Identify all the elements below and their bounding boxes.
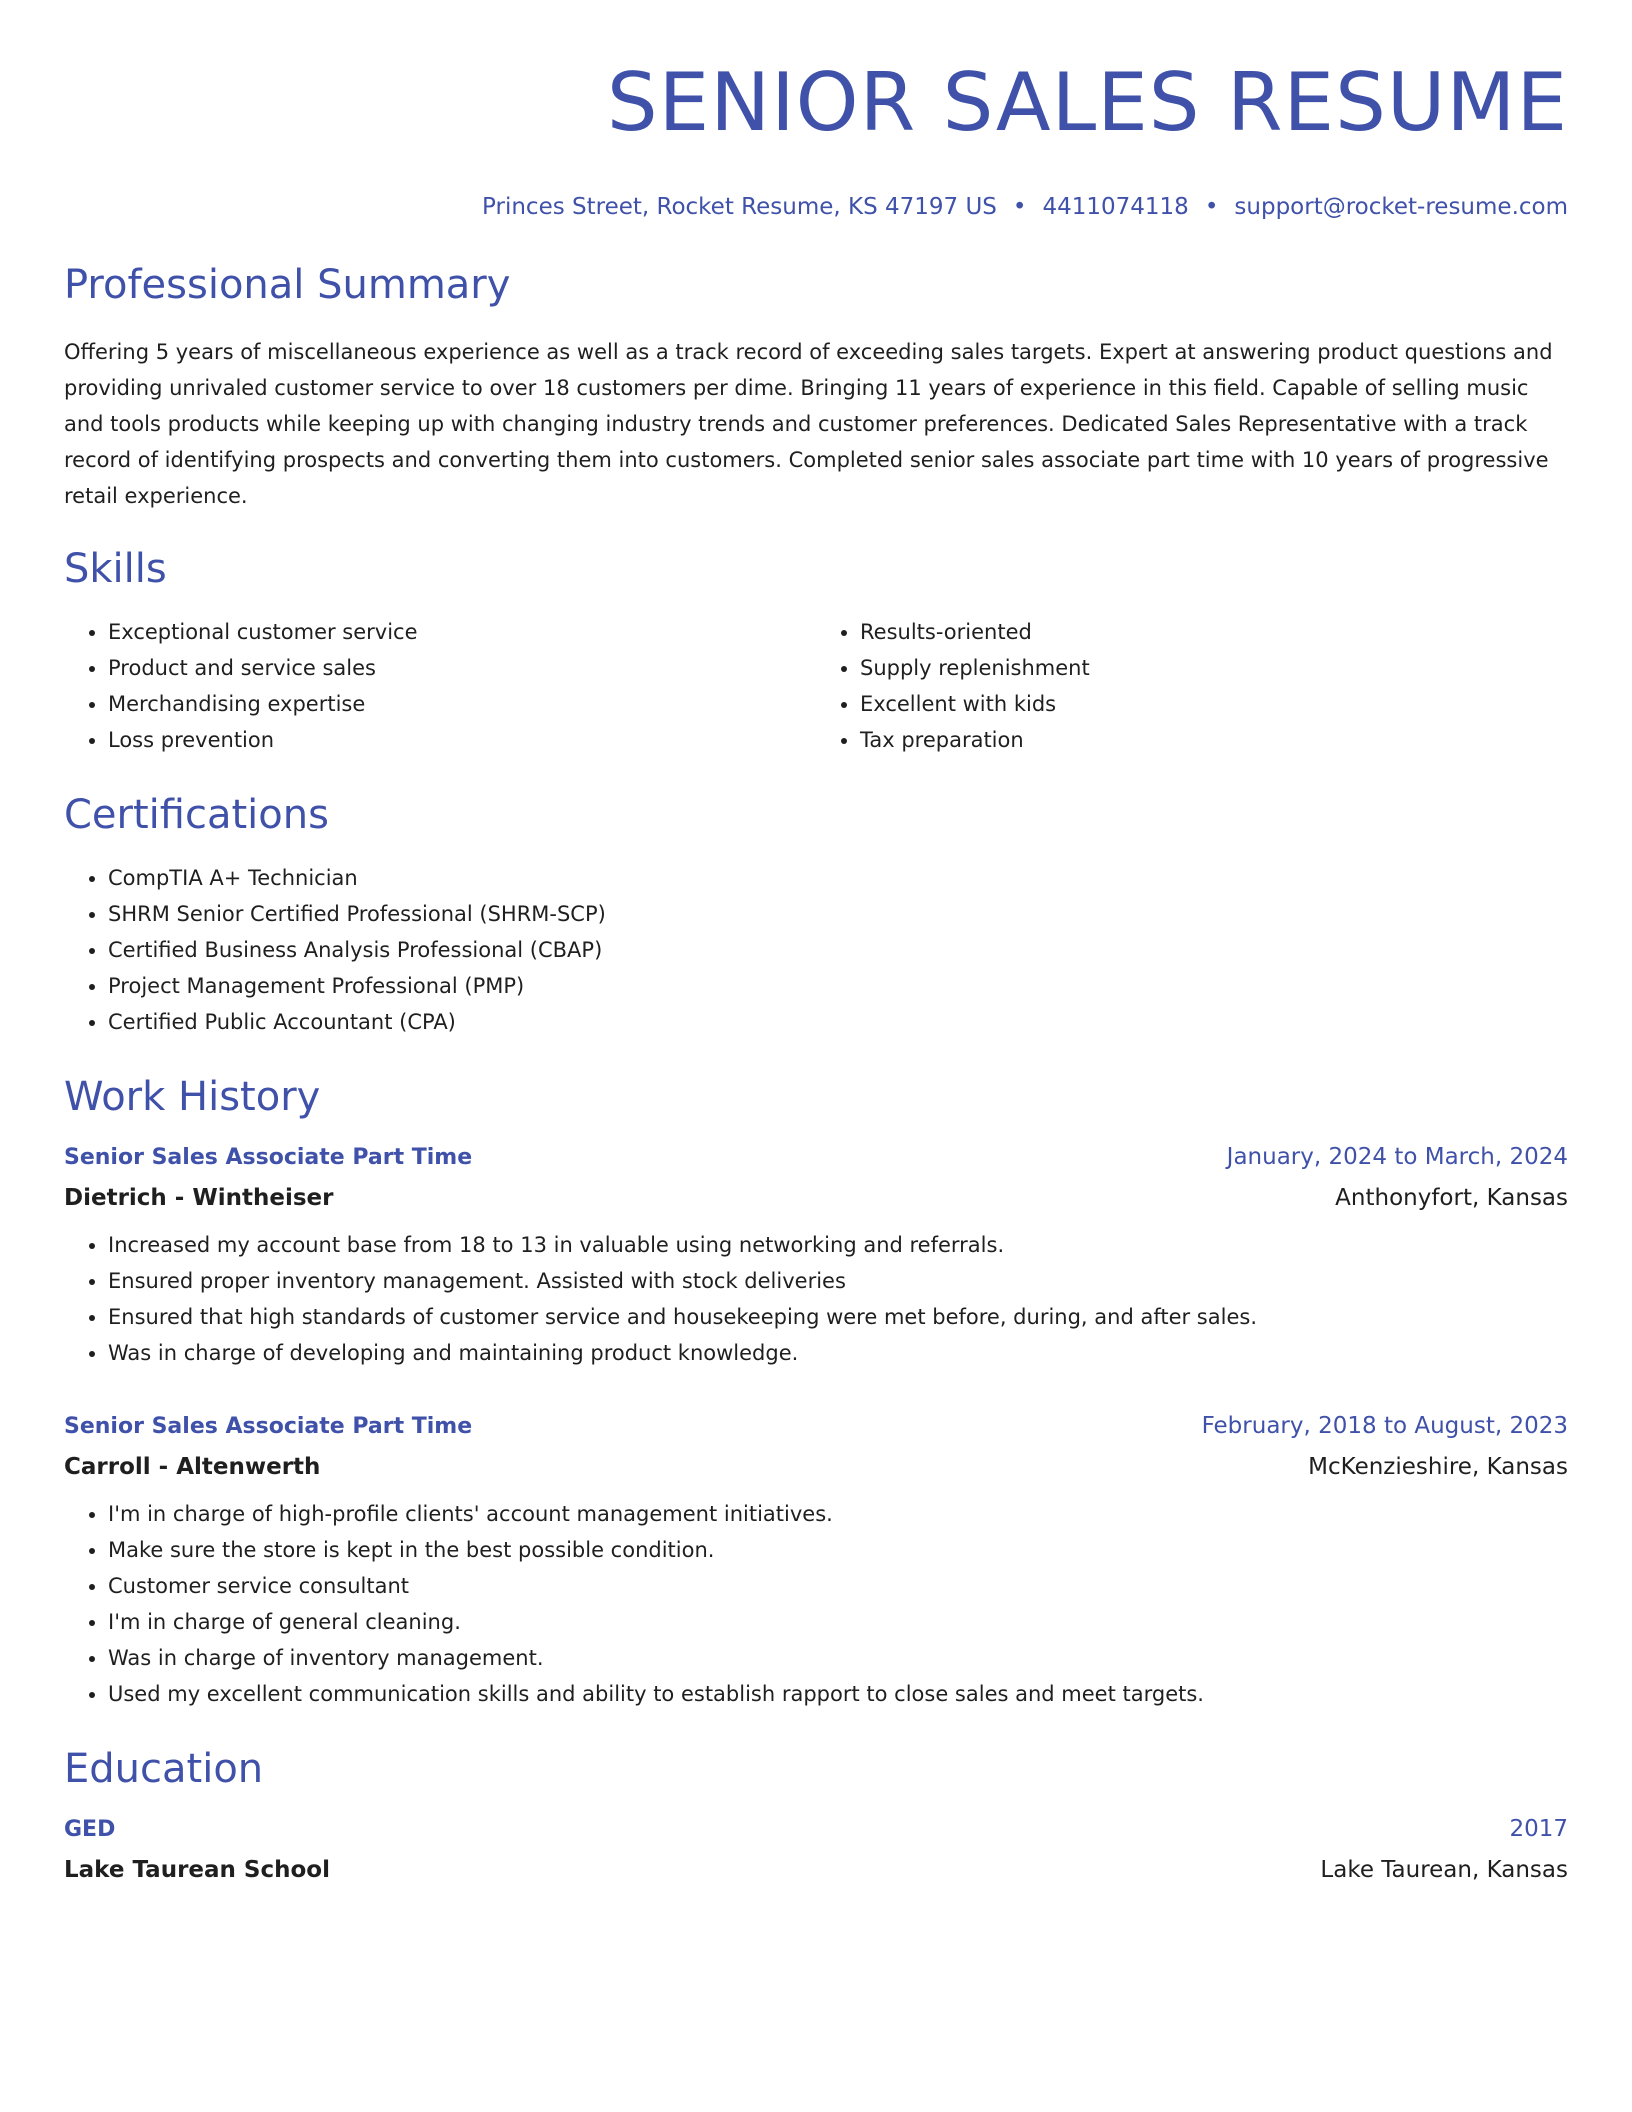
work-history-heading: Work History — [64, 1074, 321, 1120]
resume-title: SENIOR SALES RESUME — [606, 56, 1568, 149]
summary-heading: Professional Summary — [64, 262, 511, 308]
skill-item: • Product and service sales — [108, 650, 816, 686]
job-dates: February, 2018 to August, 2023 — [1201, 1413, 1568, 1439]
job-location: McKenzieshire, Kansas — [1308, 1454, 1568, 1480]
job-employer: Dietrich - Wintheiser — [64, 1185, 334, 1211]
job-entry — [64, 1142, 1568, 1371]
job-bullet: • Ensured proper inventory management. Assisted with stock deliveries — [108, 1263, 1568, 1299]
job-bullet: • Was in charge of developing and maintaining product knowledge. — [108, 1335, 1568, 1371]
contact-address: Princes Street, Rocket Resume, KS 47197 US — [482, 194, 997, 220]
summary-text: Offering 5 years of miscellaneous experience as well as a track record of exceeding sales targets. Expert at answering product questions and providing unrivaled customer service to over 18 customers per dime. Bringing 11 years of experience in this field. Capable of selling music and tools products while keeping up with changing industry trends and customer preferences. Dedicated Sales Representative with a track record of identifying prospects and converting them into customers. Completed senior sales associate part time with 10 years of progressive retail experience. — [64, 340, 1553, 508]
resume-header — [64, 58, 1568, 222]
skill-item: • Excellent with kids — [860, 686, 1568, 722]
job-bullets — [64, 1496, 1568, 1712]
job-bullets — [64, 1227, 1568, 1371]
certification-item: • Certified Public Accountant (CPA) — [108, 1004, 1568, 1040]
job-title: Senior Sales Associate Part Time — [64, 1414, 473, 1439]
skill-item: • Loss prevention — [108, 722, 816, 758]
skill-item: • Results-oriented — [860, 614, 1568, 650]
certifications-list — [64, 860, 1568, 1040]
job-entry — [64, 1411, 1568, 1712]
skill-item: • Merchandising expertise — [108, 686, 816, 722]
contact-email: support@rocket-resume.com — [1234, 194, 1568, 220]
education-location: Lake Taurean, Kansas — [1320, 1857, 1568, 1883]
education-school: Lake Taurean School — [64, 1857, 330, 1883]
job-bullet: • Make sure the store is kept in the best possible condition. — [108, 1532, 1568, 1568]
certification-item: • SHRM Senior Certified Professional (SHRM-SCP) — [108, 896, 1568, 932]
skill-item: • Exceptional customer service — [108, 614, 816, 650]
job-bullet: • I'm in charge of general cleaning. — [108, 1604, 1568, 1640]
skill-item: • Tax preparation — [860, 722, 1568, 758]
job-bullet: • Used my excellent communication skills and ability to establish rapport to close sales and meet targets. — [108, 1676, 1568, 1712]
work-history-section — [64, 1072, 1568, 1712]
job-header — [64, 1411, 1568, 1442]
skills-list-left — [64, 614, 816, 758]
skills-grid — [64, 614, 1568, 758]
contact-separator: • — [1204, 194, 1219, 220]
education-header — [64, 1814, 1568, 1845]
skills-section — [64, 544, 1568, 758]
skills-list-right — [816, 614, 1568, 758]
certification-item: • Project Management Professional (PMP) — [108, 968, 1568, 1004]
job-header — [64, 1142, 1568, 1173]
job-title: Senior Sales Associate Part Time — [64, 1145, 473, 1170]
education-heading: Education — [64, 1746, 264, 1792]
summary-section — [64, 260, 1568, 514]
education-degree: GED — [64, 1817, 116, 1842]
job-subheader — [64, 1452, 1568, 1482]
job-bullet: • Ensured that high standards of customer service and housekeeping were met before, during, and after sales. — [108, 1299, 1568, 1335]
skills-heading: Skills — [64, 546, 167, 592]
job-location: Anthonyfort, Kansas — [1335, 1185, 1568, 1211]
job-employer: Carroll - Altenwerth — [64, 1454, 321, 1480]
education-year: 2017 — [1509, 1816, 1568, 1842]
certification-item: • CompTIA A+ Technician — [108, 860, 1568, 896]
certification-item: • Certified Business Analysis Professional (CBAP) — [108, 932, 1568, 968]
certifications-heading: Certifications — [64, 792, 329, 838]
education-entry — [64, 1814, 1568, 1885]
contact-line — [64, 192, 1568, 222]
certifications-section — [64, 790, 1568, 1040]
job-bullet: • Customer service consultant — [108, 1568, 1568, 1604]
job-bullet: • Increased my account base from 18 to 13 in valuable using networking and referrals. — [108, 1227, 1568, 1263]
job-bullet: • I'm in charge of high-profile clients' account management initiatives. — [108, 1496, 1568, 1532]
job-dates: January, 2024 to March, 2024 — [1226, 1144, 1568, 1170]
job-bullet: • Was in charge of inventory management. — [108, 1640, 1568, 1676]
education-subheader — [64, 1855, 1568, 1885]
skill-item: • Supply replenishment — [860, 650, 1568, 686]
job-subheader — [64, 1183, 1568, 1213]
contact-separator: • — [1012, 194, 1027, 220]
education-section — [64, 1744, 1568, 1885]
contact-phone: 4411074118 — [1042, 194, 1189, 220]
